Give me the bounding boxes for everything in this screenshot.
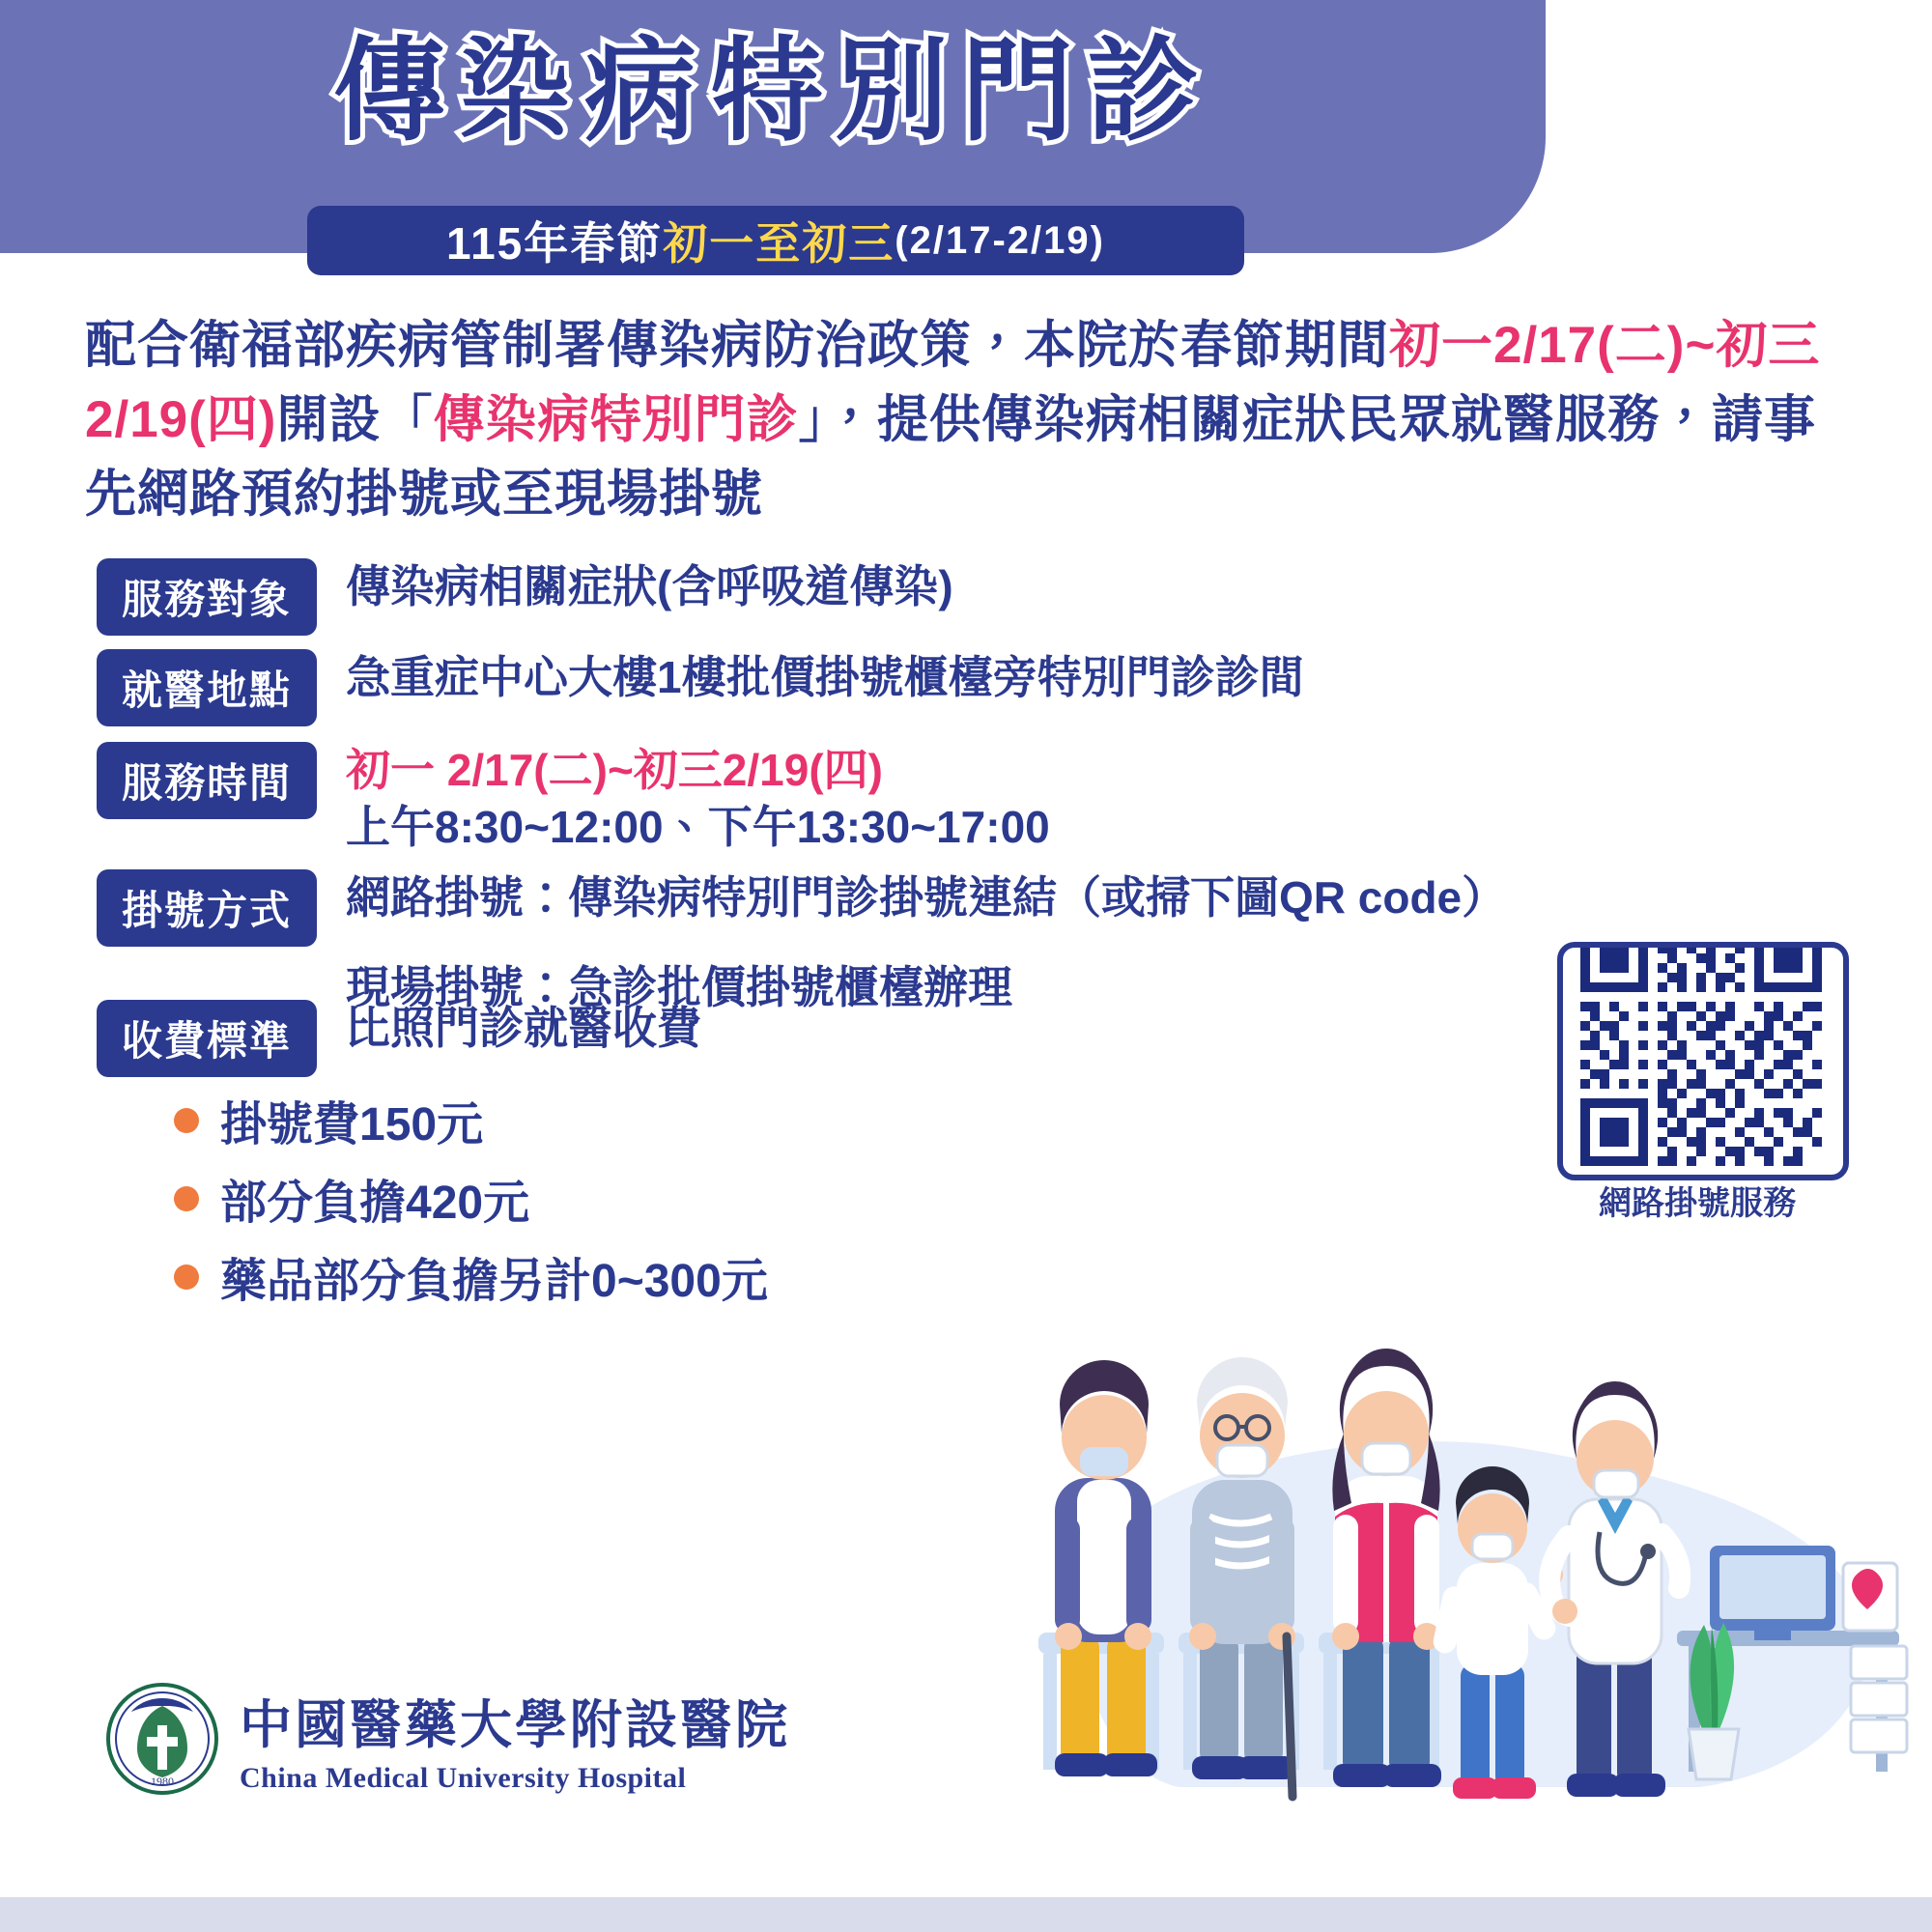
qr-code-icon: [1580, 942, 1822, 1166]
row-tag: 就醫地點: [97, 649, 317, 726]
qr-caption: 網路掛號服務: [1599, 1185, 1796, 1222]
qr-code[interactable]: [1557, 942, 1849, 1180]
logo-year: 1980: [151, 1775, 174, 1788]
info-row-location: [97, 649, 1304, 726]
intro-pink3: 傳染病特別門診: [433, 390, 799, 448]
list-item: [174, 1243, 768, 1310]
info-row-service-target: [97, 558, 953, 636]
list-item: [174, 1087, 768, 1153]
date-highlight: 初一至初三: [663, 218, 895, 269]
intro-pink2: 2/17(二)~初三2/19(四): [85, 317, 1821, 448]
row-tag: 服務對象: [97, 558, 317, 636]
list-item: [174, 1165, 768, 1232]
hours-times: 上午8:30~12:00、下午13:30~17:00: [346, 801, 1050, 852]
hospital-emblem-icon: [104, 1681, 220, 1797]
info-row-hours: [97, 742, 1050, 856]
hospital-logo: [104, 1681, 790, 1797]
intro-paragraph: [85, 309, 1853, 532]
list-item-label: 藥品部分負擔另計0~300元: [220, 1256, 768, 1307]
intro-part3: 」，提供傳染病相關症狀民眾就醫服務，請事先網路預約掛號或至現場掛號: [85, 390, 1816, 523]
registration-onsite-line: 現場掛號：急診批價掛號櫃檯辦理: [346, 962, 1012, 1012]
date-prefix: 115年春節: [446, 218, 664, 269]
fee-bullet-list: [174, 1087, 768, 1321]
row-tag: 收費標準: [97, 1000, 317, 1077]
list-item-label: 部分負擔420元: [220, 1178, 530, 1229]
row-value: 傳染病相關症狀(含呼吸道傳染): [346, 561, 953, 611]
bullet-dot-icon: [174, 1186, 199, 1211]
date-badge: [307, 206, 1244, 275]
row-tag: 服務時間: [97, 742, 317, 819]
row-value: [346, 742, 1050, 856]
bottom-strip: [0, 1897, 1932, 1932]
page-title: 傳染病特別門診: [333, 28, 1212, 154]
intro-pink1: 初一: [1389, 317, 1493, 374]
people-illustration: [985, 1227, 1913, 1845]
logo-name-en: China Medical University Hospital: [240, 1761, 687, 1794]
bullet-dot-icon: [174, 1264, 199, 1290]
logo-text-block: [240, 1684, 790, 1795]
hours-dates: 初一 2/17(二)~初三2/19(四): [346, 745, 883, 795]
row-tag: 掛號方式: [97, 869, 317, 947]
row-value: 網路掛號：傳染病特別門診掛號連結（或掃下圖QR code）: [346, 872, 1507, 923]
intro-part1: 配合衛福部疾病管制署傳染病防治政策，本院於春節期間: [85, 317, 1389, 374]
bullet-dot-icon: [174, 1108, 199, 1133]
date-range: (2/17-2/19): [895, 218, 1105, 262]
info-row-registration: [97, 869, 1506, 947]
row-value: 比照門診就醫收費: [346, 1003, 701, 1053]
row-value: 急重症中心大樓1樓批價掛號櫃檯旁特別門診診間: [346, 652, 1304, 702]
list-item-label: 掛號費150元: [220, 1099, 484, 1151]
logo-name-cn: 中國醫藥大學附設醫院: [240, 1695, 790, 1754]
intro-part2: 開設「: [276, 390, 434, 448]
info-row-fee: [97, 1000, 701, 1077]
